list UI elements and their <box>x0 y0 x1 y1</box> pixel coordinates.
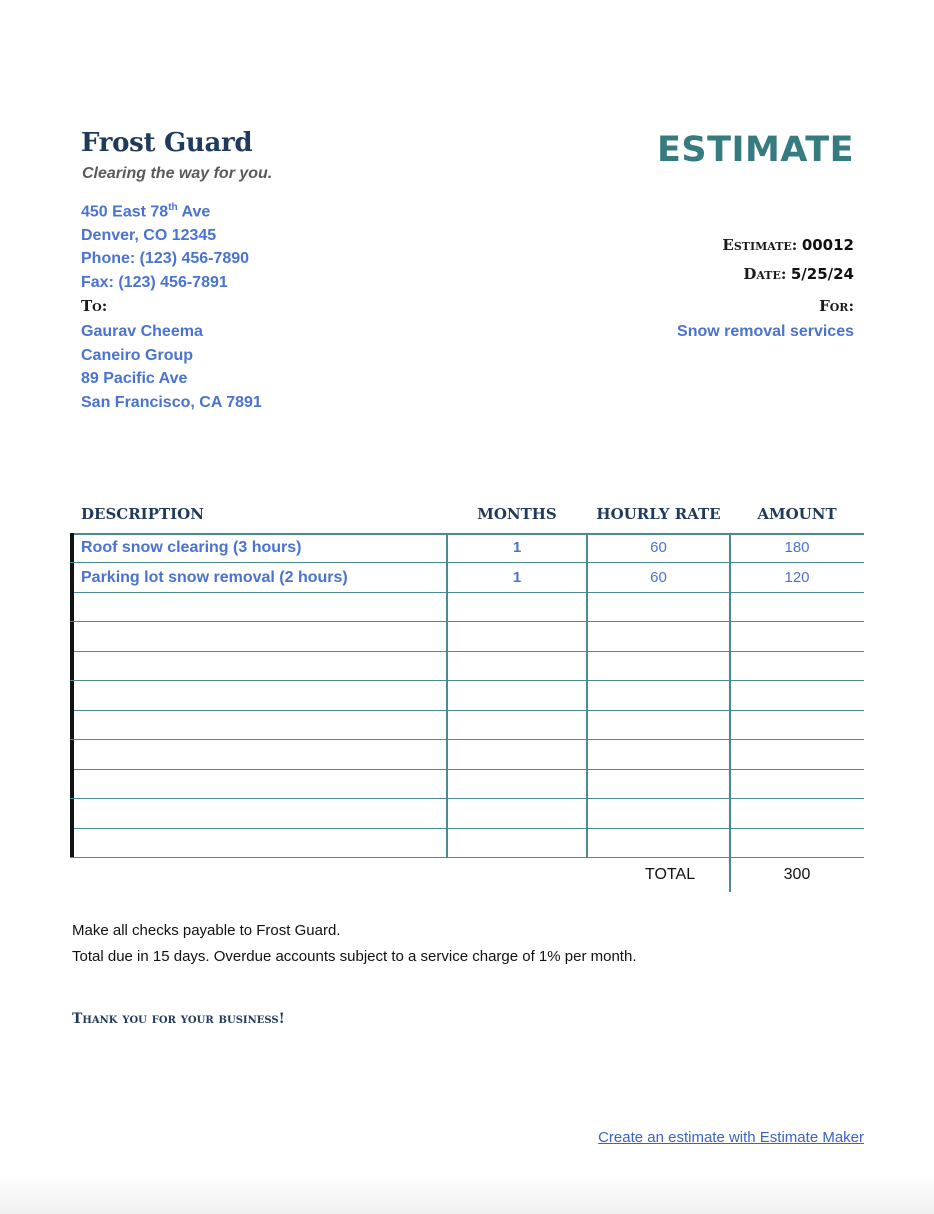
street-suffix: th <box>168 202 178 213</box>
company-tagline: Clearing the way for you. <box>82 165 273 182</box>
row-marker <box>70 769 74 798</box>
row-months <box>447 681 587 710</box>
to-label: To: <box>81 297 108 315</box>
company-name: Frost Guard <box>81 128 253 158</box>
row-amount <box>730 828 864 857</box>
row-marker <box>70 799 74 828</box>
row-amount <box>730 799 864 828</box>
estimate-number: 00012 <box>801 236 854 254</box>
row-months <box>447 622 587 651</box>
row-hourly-rate <box>587 651 730 680</box>
row-amount <box>730 710 864 739</box>
recipient-city: San Francisco, CA 7891 <box>81 394 262 411</box>
recipient-street: 89 Pacific Ave <box>81 370 188 387</box>
row-hourly-rate <box>587 799 730 828</box>
table-row <box>70 563 864 593</box>
row-hourly-rate <box>587 592 730 621</box>
street-part-end: Ave <box>177 203 211 221</box>
row-months <box>447 710 587 739</box>
header-amount: AMOUNT <box>757 505 837 523</box>
company-fax: Fax: (123) 456-7891 <box>81 274 228 291</box>
row-marker <box>70 533 74 562</box>
row-hourly-rate <box>587 740 730 769</box>
row-amount <box>730 769 864 798</box>
recipient-name: Gaurav Cheema <box>81 323 203 340</box>
terms-note: Total due in 15 days. Overdue accounts subject to a service charge of 1% per month. <box>72 948 637 965</box>
row-amount <box>730 740 864 769</box>
street-part: 450 East 78 <box>81 203 169 221</box>
row-marker <box>70 563 74 592</box>
row-amount <box>730 622 864 651</box>
header-months: MONTHS <box>477 505 557 523</box>
header-hourly-rate: HOURLY RATE <box>596 505 721 523</box>
row-amount <box>730 651 864 680</box>
row-months: 1 <box>512 568 522 586</box>
row-marker <box>70 740 74 769</box>
row-hourly-rate <box>587 681 730 710</box>
row-marker <box>70 681 74 710</box>
column-divider <box>446 533 448 858</box>
estimate-number-label: Estimate: <box>722 236 798 254</box>
header-description: DESCRIPTION <box>81 505 204 523</box>
row-marker <box>70 622 74 651</box>
company-address-street <box>81 202 210 221</box>
table-row <box>70 533 864 563</box>
table-row <box>70 740 864 770</box>
date-row <box>743 265 854 284</box>
row-amount <box>730 681 864 710</box>
document-title: ESTIMATE <box>657 130 854 170</box>
table-row <box>70 799 864 829</box>
row-months <box>447 769 587 798</box>
estimate-number-row <box>722 236 854 255</box>
row-description: Parking lot snow removal (2 hours) <box>81 568 348 586</box>
total-label: TOTAL <box>645 866 696 883</box>
company-phone: Phone: (123) 456-7890 <box>81 250 250 267</box>
recipient-company: Caneiro Group <box>81 347 194 364</box>
for-label: For: <box>819 297 854 315</box>
row-amount <box>730 592 864 621</box>
row-amount: 180 <box>784 539 810 556</box>
row-months <box>447 799 587 828</box>
row-months <box>447 740 587 769</box>
for-value: Snow removal services <box>677 323 854 340</box>
row-description: Roof snow clearing (3 hours) <box>81 539 302 556</box>
table-row <box>70 592 864 622</box>
row-months <box>447 592 587 621</box>
row-marker <box>70 828 74 857</box>
table-row <box>70 828 864 858</box>
table-row <box>70 651 864 681</box>
total-value: 300 <box>783 866 811 883</box>
table-row <box>70 710 864 740</box>
row-hourly-rate: 60 <box>650 568 667 586</box>
date-label: Date: <box>743 265 787 283</box>
row-months <box>447 828 587 857</box>
column-divider <box>729 533 731 892</box>
company-address-city: Denver, CO 12345 <box>81 227 217 244</box>
row-marker <box>70 710 74 739</box>
column-divider <box>586 533 588 858</box>
thank-you-note: Thank you for your business! <box>72 1011 285 1027</box>
table-row <box>70 769 864 799</box>
row-hourly-rate: 60 <box>650 539 667 556</box>
row-months <box>447 651 587 680</box>
table-row <box>70 681 864 711</box>
row-hourly-rate <box>587 710 730 739</box>
row-marker <box>70 651 74 680</box>
row-hourly-rate <box>587 622 730 651</box>
row-marker <box>70 592 74 621</box>
checks-note: Make all checks payable to Frost Guard. <box>72 922 341 939</box>
row-hourly-rate <box>587 828 730 857</box>
row-hourly-rate <box>587 769 730 798</box>
row-amount: 120 <box>784 568 810 586</box>
date-value: 5/25/24 <box>790 265 854 283</box>
table-row <box>70 622 864 652</box>
page-bottom-shade <box>0 1174 934 1214</box>
estimate-maker-link[interactable]: Create an estimate with Estimate Maker <box>598 1129 864 1146</box>
row-months: 1 <box>512 539 522 556</box>
